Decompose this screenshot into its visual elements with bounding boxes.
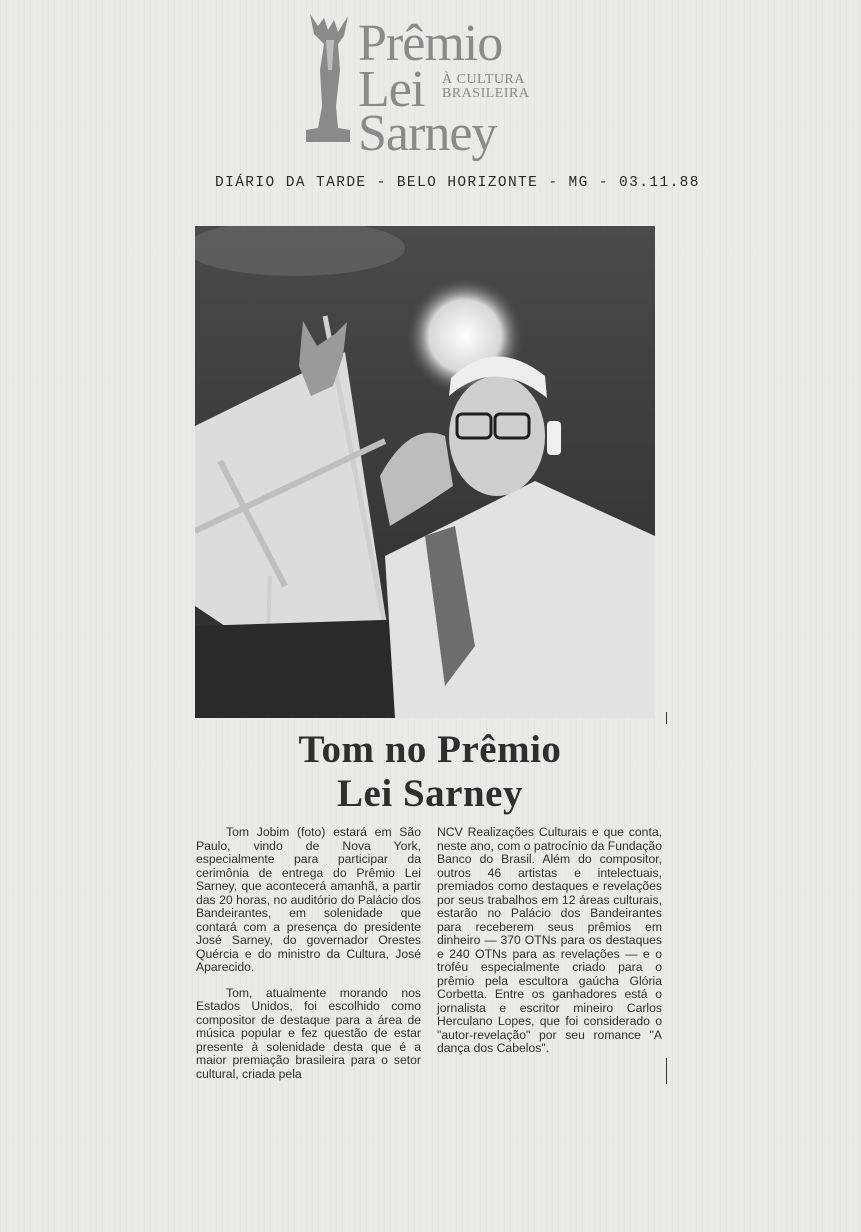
logo-tagline-1: À CULTURA bbox=[442, 72, 525, 87]
clipping-edge-mark bbox=[666, 712, 667, 724]
premio-lei-sarney-logo bbox=[304, 10, 544, 162]
article-paragraph: Tom Jobim (foto) estará em São Paulo, vindo de Nova York, especialmente para participar da cerimônia de entrega do Prêmio Lei Sarney, que acontecerá amanhã, a partir das 20 horas, no auditório do Palácio dos Bandeirantes, em solenidade que contará com a presença do presidente José Sarney, do governador Orestes Quércia e do ministro da Cultura, José Aparecido. bbox=[196, 825, 421, 974]
photo-illustration bbox=[195, 226, 655, 718]
clipping-edge-mark bbox=[666, 1058, 667, 1084]
article-column-right bbox=[437, 826, 662, 1056]
logo-word-premio: Prêmio bbox=[358, 15, 503, 72]
logo-tagline-2: BRASILEIRA bbox=[442, 86, 530, 101]
logo-word-sarney: Sarney bbox=[358, 105, 497, 162]
trophy-figure-icon bbox=[304, 10, 356, 142]
article-column-left bbox=[196, 826, 421, 1081]
headline bbox=[195, 728, 665, 816]
headline-line-1: Tom no Prêmio bbox=[298, 728, 562, 771]
logo-word-lei: Lei bbox=[358, 61, 425, 118]
article-paragraph: Tom, atualmente morando nos Estados Unidos, foi escolhido como compositor de destaque para a área de música popular e fez questão de estar presente à solenidade desta que é a maior premiação brasileira para o setor cultural, criada pela bbox=[196, 985, 421, 1081]
article-paragraph: NCV Realizações Culturais e que conta, neste ano, com o patrocínio da Fundação Banco do Brasil. Além do compositor, outros 46 artistas e intelectuais, premiados como destaques e revelações por seus trabalhos em 12 áreas culturais, estarão no Palácio dos Bandeirantes para receberem seus prêmios em dinheiro — 370 OTNs para os destaques e 240 OTNs para as revelações — e o troféu especialmente criado para o prêmio pela escultora gaúcha Glória Corbetta. Entre os ganhadores está o jornalista e escritor mineiro Carlos Herculano Lopes, que foi considerado o "autor-revelação" por seu romance "A dança dos Cabelos". bbox=[437, 825, 662, 1055]
headline-line-2: Lei Sarney bbox=[337, 772, 523, 815]
article-photo bbox=[195, 226, 655, 718]
source-line: DIÁRIO DA TARDE - BELO HORIZONTE - MG - 03.11.88 bbox=[215, 175, 700, 191]
